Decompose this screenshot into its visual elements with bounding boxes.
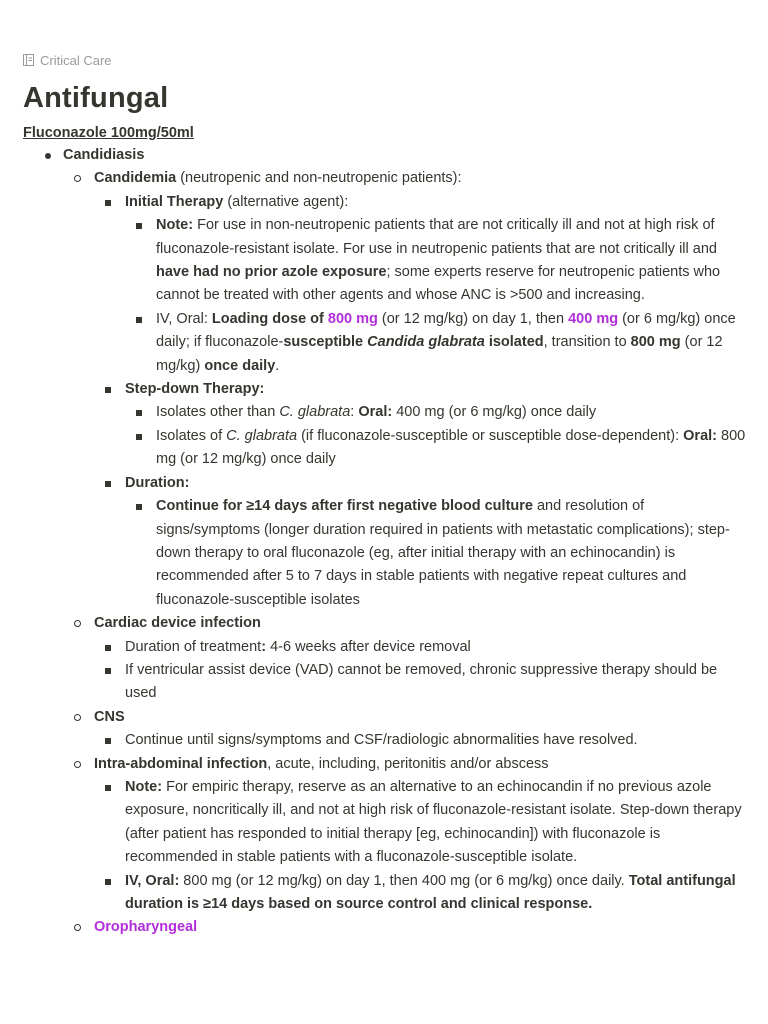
- cns-label: CNS: [94, 708, 125, 725]
- bullet-square: [136, 223, 142, 229]
- stepdown-text: 400 mg (or 6 mg/kg) once daily: [392, 404, 597, 421]
- stepdown-text: (if fluconazole-susceptible or susceptible dose-dependent):: [297, 427, 684, 444]
- list-item-cardiac: [63, 612, 748, 706]
- bullet-square: [105, 645, 111, 651]
- stepdown-text: Isolates other than: [156, 404, 280, 421]
- cardiac-text: If ventricular assist device (VAD) cannot be removed, chronic suppressive therapy should be used: [125, 661, 718, 702]
- bullet-circle: [74, 714, 81, 721]
- bullet-square: [105, 879, 111, 885]
- dose-text: (or 12 mg/kg) on day 1, then: [377, 310, 569, 327]
- bullet-circle: [74, 175, 81, 182]
- candidiasis-sublist: [63, 167, 748, 939]
- dose-prefix: IV, Oral:: [156, 310, 212, 327]
- bullet-square: [105, 738, 111, 744]
- list-item-intra-note: [94, 776, 748, 870]
- cardiac-text: 4-6 weeks after device removal: [266, 638, 471, 655]
- dose-text: (or 6 mg/kg) once daily; if fluconazole-: [156, 310, 736, 351]
- stepdown-text: Isolates of: [156, 427, 227, 444]
- list-item-cns: [63, 706, 748, 753]
- bullet-square: [105, 481, 111, 487]
- oropharyngeal-link[interactable]: Oropharyngeal: [94, 919, 198, 936]
- dose-highlight: 400 mg: [568, 310, 619, 327]
- bullet-square: [105, 668, 111, 674]
- list-item-duration-1: [125, 495, 748, 612]
- note-text: For use in non-neutropenic patients that are not critically ill and not at high risk of fluconazole-resistant isolate. For use in neutropenic patients that are not critically ill and: [156, 217, 717, 257]
- bullet-disc: [45, 153, 51, 159]
- list-item-duration: [94, 472, 748, 612]
- candidemia-desc: (neutropenic and non-neutropenic patients):: [176, 170, 462, 187]
- list-item-cns-1: [94, 729, 748, 752]
- list-item-dose: [125, 308, 748, 378]
- cns-sublist: [94, 729, 748, 752]
- list-item-oropharyngeal[interactable]: [63, 916, 748, 939]
- list-item-cardiac-2: [94, 659, 748, 706]
- dose-bold: 800 mg: [630, 334, 681, 351]
- initial-therapy-label: Initial Therapy: [125, 193, 224, 210]
- duration-label: Duration:: [125, 474, 190, 491]
- intra-label: Intra-abdominal infection: [94, 755, 268, 772]
- bullet-square: [105, 200, 111, 206]
- list-item-intra-dose: [94, 870, 748, 917]
- page-title: Antifungal: [23, 82, 169, 114]
- dose-text: .: [275, 357, 280, 374]
- note-label: Note:: [156, 217, 194, 234]
- cardiac-bold: :: [261, 638, 267, 655]
- organism-name: C. glabrata: [279, 404, 351, 421]
- dose-bold: susceptible: [283, 334, 368, 351]
- dose-bold: isolated: [484, 334, 544, 351]
- cardiac-sublist: [94, 636, 748, 706]
- route-label: Oral:: [358, 404, 393, 421]
- dose-bold: Loading dose of: [211, 310, 328, 327]
- breadcrumb[interactable]: [23, 50, 748, 70]
- initial-therapy-desc: (alternative agent):: [223, 193, 349, 210]
- bullet-square: [136, 410, 142, 416]
- list-item-initial-therapy: [94, 191, 748, 378]
- duration-sublist: [125, 495, 748, 612]
- stepdown-sublist: [125, 401, 748, 471]
- page: [23, 50, 748, 940]
- duration-text: and resolution of signs/symptoms (longer duration required in patients with metastatic complications); step-down therapy to oral fluconazole (eg, after initial therapy with an echinocandin) is recommended after 5 to 7 days in stable patients with negative repeat cultures and fluconazole-susceptible isolates: [156, 498, 730, 608]
- list-item-candidiasis: [23, 144, 748, 940]
- bullet-circle: [74, 620, 81, 627]
- dose-highlight: 800 mg: [327, 310, 378, 327]
- bullet-square: [136, 504, 142, 510]
- list-item-cardiac-1: [94, 636, 748, 659]
- indication-list: [23, 144, 748, 940]
- dose-text: 800 mg (or 12 mg/kg) on day 1, then 400 mg (or 6 mg/kg) once daily.: [179, 872, 629, 889]
- list-item-candidemia: [63, 167, 748, 612]
- route-label: Oral:: [683, 427, 717, 444]
- list-item-stepdown-1: [125, 401, 748, 424]
- note-label: Note:: [125, 778, 163, 795]
- candidiasis-label: Candidiasis: [63, 147, 145, 163]
- route-label: IV, Oral:: [125, 872, 180, 889]
- note-text: For empiric therapy, reserve as an alternative to an echinocandin if no previous azole exposure, noncritically ill, and not at high risk of fluconazole-resistant isolate. Step-down therapy (after patient has responded to initial therapy [eg, echinocandin]) with fluconazole is recommended in stable patients with a fluconazole-susceptible isolate.: [125, 778, 742, 866]
- list-item-stepdown-2: [125, 425, 748, 472]
- list-item-intra-abdominal: [63, 753, 748, 917]
- note-bold: have had no prior azole exposure: [156, 264, 387, 281]
- page-icon: [23, 54, 34, 66]
- duration-bold: Continue for ≥14 days after first negative blood culture: [156, 498, 533, 515]
- intra-desc: , acute, including, peritonitis and/or abscess: [267, 755, 549, 772]
- dose-bold: Total antifungal duration is ≥14 days based on source control and clinical response.: [125, 872, 736, 912]
- candidemia-label: Candidemia: [94, 170, 177, 187]
- candidemia-sublist: [94, 191, 748, 612]
- dose-bold: once daily: [204, 357, 276, 374]
- list-item-note: [125, 214, 748, 308]
- drug-heading: Fluconazole 100mg/50ml: [23, 125, 194, 141]
- dose-text: , transition to: [543, 334, 631, 351]
- cardiac-label: Cardiac device infection: [94, 615, 261, 632]
- dose-text: (or 12 mg/kg): [156, 334, 723, 374]
- stepdown-text: :: [350, 404, 359, 421]
- organism-name: C. glabrata: [226, 427, 298, 444]
- intra-sublist: [94, 776, 748, 916]
- cns-text: Continue until signs/symptoms and CSF/radiologic abnormalities have resolved.: [125, 732, 638, 749]
- bullet-circle: [74, 924, 81, 931]
- note-text-2: ; some experts reserve for neutropenic patients who cannot be treated with other agents and whose ANC is >500 and increasing.: [156, 264, 721, 304]
- organism-name: Candida glabrata: [367, 334, 485, 351]
- initial-therapy-sublist: [125, 214, 748, 378]
- stepdown-text: 800 mg (or 12 mg/kg) once daily: [156, 427, 746, 468]
- bullet-square: [136, 317, 142, 323]
- list-item-stepdown: [94, 378, 748, 472]
- bullet-square: [105, 387, 111, 393]
- breadcrumb-label[interactable]: Critical Care: [40, 52, 112, 68]
- bullet-square: [105, 785, 111, 791]
- bullet-square: [136, 434, 142, 440]
- stepdown-label: Step-down Therapy:: [125, 381, 265, 398]
- bullet-circle: [74, 761, 81, 768]
- cardiac-text: Duration of treatment: [125, 638, 262, 655]
